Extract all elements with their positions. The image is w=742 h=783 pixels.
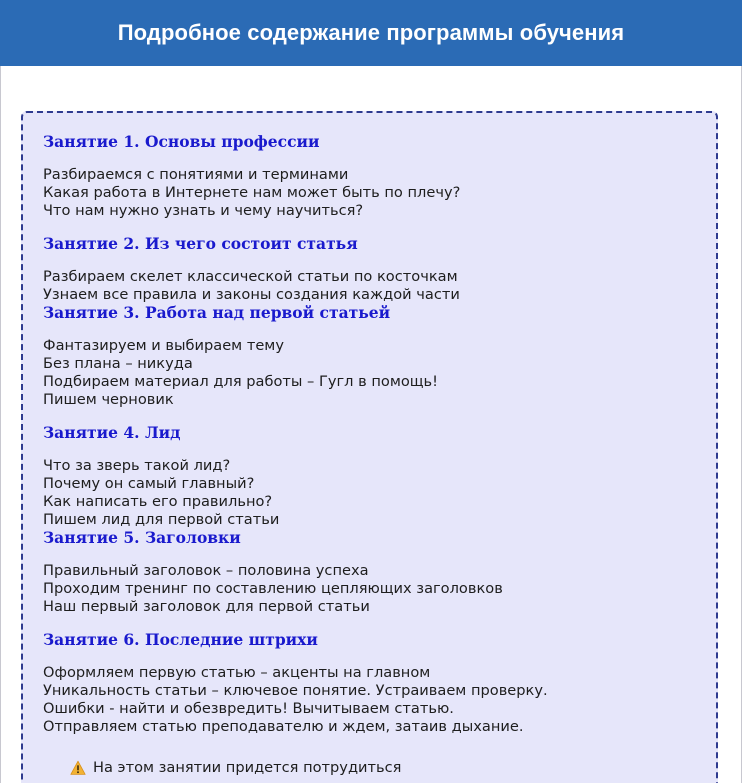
list-item: Пишем черновик	[43, 391, 174, 408]
lesson-2-title: Занятие 2. Из чего состоит статья	[43, 234, 358, 253]
list-item: Правильный заголовок – половина успеха	[43, 562, 369, 579]
warning-icon	[70, 760, 86, 776]
list-item: Уникальность статьи – ключевое понятие. Устраиваем проверку.	[43, 682, 548, 699]
lesson-4-items	[43, 457, 279, 529]
list-item: Фантазируем и выбираем тему	[43, 337, 284, 354]
list-item: Узнаем все правила и законы создания каждой части	[43, 286, 460, 303]
page-title: Подробное содержание программы обучения	[117, 20, 625, 45]
list-item: Проходим тренинг по составлению цепляющих заголовков	[43, 580, 503, 597]
lesson-5-items	[43, 562, 503, 616]
list-item: Подбираем материал для работы – Гугл в помощь!	[43, 373, 438, 390]
lesson-2-items	[43, 268, 460, 304]
list-item: Разбираемся с понятиями и терминами	[43, 166, 349, 183]
list-item: Что нам нужно узнать и чему научиться?	[43, 202, 364, 219]
list-item: Отправляем статью преподавателю и ждем, затаив дыхание.	[43, 718, 524, 735]
list-item: Ошибки - найти и обезвредить! Вычитываем статью.	[43, 700, 454, 717]
list-item: Пишем лид для первой статьи	[43, 511, 280, 528]
lesson-3-title: Занятие 3. Работа над первой статьей	[43, 303, 391, 322]
list-item: Почему он самый главный?	[43, 475, 255, 492]
effort-note	[70, 759, 401, 776]
list-item: Оформляем первую статью – акценты на главном	[43, 664, 431, 681]
list-item: Без плана – никуда	[43, 355, 193, 372]
lesson-3-items	[43, 337, 438, 409]
frame-left-border	[0, 66, 1, 783]
list-item: Наш первый заголовок для первой статьи	[43, 598, 370, 615]
lesson-6-title: Занятие 6. Последние штрихи	[43, 630, 318, 649]
lesson-4-title: Занятие 4. Лид	[43, 423, 181, 442]
list-item: Как написать его правильно?	[43, 493, 273, 510]
lesson-5-title: Занятие 5. Заголовки	[43, 528, 241, 547]
note-text: На этом занятии придется потрудиться	[93, 759, 402, 776]
list-item: Разбираем скелет классической статьи по косточкам	[43, 268, 458, 285]
page-header	[0, 0, 742, 66]
lesson-1-title: Занятие 1. Основы профессии	[43, 132, 320, 151]
lesson-1-items	[43, 166, 460, 220]
list-item: Что за зверь такой лид?	[43, 457, 231, 474]
list-item: Какая работа в Интернете нам может быть по плечу?	[43, 184, 461, 201]
lesson-6-items	[43, 664, 548, 736]
